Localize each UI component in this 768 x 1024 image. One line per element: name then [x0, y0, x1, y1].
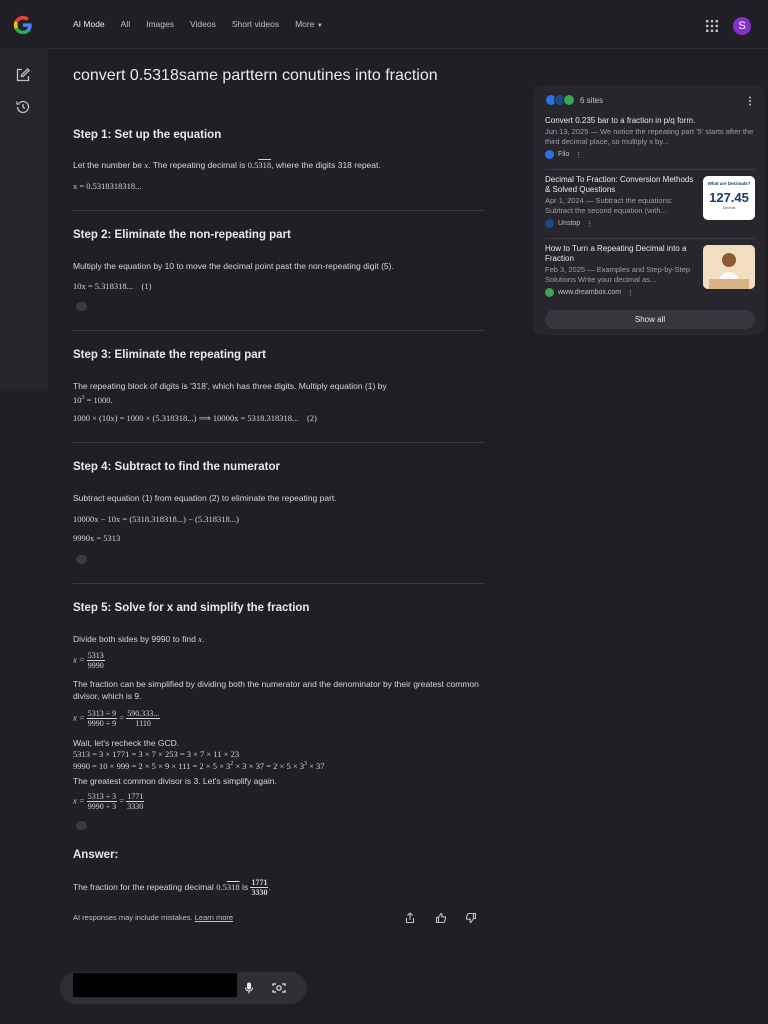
step-1-var: x: [144, 160, 149, 170]
answer-decimal: [216, 882, 239, 892]
step-5-text-1: Divide both sides by 9990 to find x.: [73, 634, 205, 644]
thumbnail-value: 127.45: [709, 190, 749, 205]
step-3-text-a: The repeating block of digits is '318', which has three digits. Multiply equation (1) by: [73, 381, 387, 391]
answer-is: is: [241, 882, 249, 892]
fraction: [87, 709, 117, 728]
x-eq: x =: [73, 795, 85, 806]
source-site: [545, 219, 697, 228]
denominator: 9990: [87, 661, 104, 670]
source-item-filo[interactable]: [545, 116, 755, 159]
denominator: 3330: [127, 802, 144, 811]
source-item-unstop[interactable]: [545, 175, 697, 228]
source-title: How to Turn a Repeating Decimal into a Fraction: [545, 244, 687, 263]
fraction-x-3: [73, 792, 144, 811]
decimal-repeat: 318: [226, 882, 240, 892]
power-rest: = 1000.: [84, 394, 113, 405]
left-rail: [0, 48, 48, 391]
sources-count: 6 sites: [580, 95, 604, 105]
divider: [545, 169, 755, 170]
numerator: 1771: [251, 878, 268, 888]
citation-link-icon[interactable]: [76, 821, 87, 830]
google-logo-icon[interactable]: [12, 14, 34, 36]
step-2-eq-body: 10x = 5.318318...: [73, 281, 134, 291]
decimal-head: 0.5: [247, 160, 259, 170]
step-3-power: [73, 395, 113, 405]
tab-all[interactable]: All: [120, 19, 131, 29]
sources-panel: [533, 85, 765, 335]
step-5-var: x: [198, 634, 203, 644]
divider: [73, 330, 485, 331]
chevron-down-icon: ▼: [316, 23, 323, 29]
source-thumbnail-photo[interactable]: [703, 245, 755, 289]
step-4-text: Subtract equation (1) from equation (2) to eliminate the repeating part.: [73, 493, 337, 503]
answer-text: [73, 877, 483, 897]
repeating-decimal: [248, 160, 271, 170]
history-icon[interactable]: [15, 99, 31, 115]
chat-bar: [60, 972, 307, 1004]
source-site: [545, 288, 697, 297]
more-options-icon[interactable]: ⋮: [627, 289, 635, 297]
source-title: Convert 0.235 bar to a fraction in p/q form.: [545, 116, 696, 125]
step-5-text-3: Wait, let's recheck the GCD.: [73, 738, 180, 748]
numerator: 590.333...: [127, 709, 160, 718]
child-studying-image: [703, 245, 755, 289]
step-2-heading: Step 2: Eliminate the non-repeating part: [73, 229, 291, 241]
step-3-eq-tag: (2): [306, 413, 317, 423]
step-3-equation: [73, 413, 317, 424]
fraction: [126, 792, 144, 811]
thumbnail-sub: Decimal: [722, 206, 736, 210]
source-snippet: Apr 1, 2024 — Subtract the equations: Subtract the second equation (with...: [545, 196, 673, 215]
fact2-a: 9990 = 10 × 999 = 2 × 5 × 9 × 111 = 2 × 5 × 3: [73, 761, 231, 771]
source-thumbnail-decimals[interactable]: [703, 176, 755, 220]
source-item-dreambox[interactable]: [545, 244, 697, 297]
query-title: convert 0.5318same parttern conutines into fraction: [73, 67, 438, 84]
answer-heading: Answer:: [73, 849, 119, 861]
step-5-text-4: The greatest common divisor is 3. Let's simplify again.: [73, 776, 277, 786]
chat-input[interactable]: [73, 973, 237, 997]
step-1-text-c: , where the digits 318 repeat.: [271, 160, 381, 170]
tab-short-videos[interactable]: Short videos: [231, 19, 280, 29]
dreambox-favicon-icon: [545, 288, 554, 297]
fact2-b: × 3 × 37 = 2 × 5 × 3: [233, 761, 304, 771]
top-bar: [0, 0, 768, 49]
numerator: 5313 ÷ 9: [87, 709, 117, 718]
dreambox-favicon-icon: [563, 94, 575, 106]
source-snippet: Feb 3, 2025 — Examples and Step-by-Step Solutions Write your decimal as...: [545, 265, 691, 284]
disclaimer: [73, 913, 233, 922]
divider: [73, 442, 485, 443]
thumbs-up-icon[interactable]: [435, 912, 447, 924]
step-3-heading: Step 3: Eliminate the repeating part: [73, 349, 266, 361]
power-exp: 3: [81, 395, 85, 401]
fact2-c: × 37: [306, 761, 325, 771]
step-4-equation-1: 10000x − 10x = (5318.318318...) − (5.318318...): [73, 514, 239, 524]
more-options-icon[interactable]: [748, 96, 752, 106]
step-1-text: [73, 159, 483, 171]
numerator: 5313 ÷ 3: [87, 792, 117, 801]
fact2-sup2: 3: [303, 761, 307, 768]
show-all-button[interactable]: Show all: [545, 310, 755, 329]
divider: [545, 238, 755, 239]
answer-fraction: [250, 878, 271, 898]
more-options-icon[interactable]: ⋮: [575, 151, 583, 159]
disclaimer-text: AI responses may include mistakes.: [73, 913, 193, 922]
denominator: 9990 ÷ 9: [87, 719, 117, 728]
step-1-heading: Step 1: Set up the equation: [73, 129, 222, 141]
divider: [73, 583, 485, 584]
answer-pre: The fraction for the repeating decimal: [73, 882, 214, 892]
source-site-name: Unstop: [558, 220, 581, 227]
thumbnail-caption: What are Decimals?: [707, 181, 751, 186]
source-site-name: www.dreambox.com: [558, 289, 622, 296]
step-2-eq-tag: (1): [141, 281, 152, 291]
step-5-heading: Step 5: Solve for x and simplify the fraction: [73, 602, 310, 614]
fact2-sup1: 2: [230, 761, 234, 768]
step-1-text-b: . The repeating decimal is: [148, 160, 246, 170]
power-base: 10: [73, 394, 82, 405]
search-tabs: [73, 19, 339, 29]
sources-header[interactable]: [545, 94, 603, 106]
tab-more[interactable]: [295, 19, 323, 29]
tab-ai-mode[interactable]: AI Mode: [73, 19, 105, 29]
step-4-equation-2: 9990x = 5313: [73, 533, 121, 543]
decimal-repeat: 318: [258, 160, 272, 170]
step-4-heading: Step 4: Subtract to find the numerator: [73, 461, 281, 473]
step-3-text: [73, 380, 483, 406]
denominator: 3330: [251, 888, 268, 898]
factorization-1: 5313 = 3 × 1771 = 3 × 7 × 253 = 3 × 7 × 11 × 23: [73, 749, 240, 759]
new-chat-icon[interactable]: [15, 67, 31, 83]
unstop-favicon-icon: [545, 219, 554, 228]
source-site-name: Filo: [558, 151, 570, 158]
step-3-eq-body: 1000 × (10x) = 1000 × (5.318318...) ⟹ 10000x = 5318.318318...: [73, 413, 299, 423]
numerator: 5313: [87, 651, 104, 660]
numerator: 1771: [127, 792, 144, 801]
step-2-equation: [73, 281, 151, 291]
camera-search-icon[interactable]: [272, 982, 286, 994]
fraction-x-2: [73, 709, 160, 728]
avatar[interactable]: S: [733, 17, 751, 35]
more-options-icon[interactable]: ⋮: [586, 220, 594, 228]
tab-videos[interactable]: Videos: [189, 19, 216, 29]
citation-link-icon[interactable]: [76, 302, 87, 311]
equals: =: [119, 795, 125, 806]
step-2-text: Multiply the equation by 10 to move the decimal point past the non-repeating digit (5).: [73, 261, 394, 271]
step-1-text-a: Let the number be: [73, 160, 142, 170]
share-icon[interactable]: [404, 912, 416, 924]
source-site: [545, 150, 755, 159]
fraction-x-1: [73, 651, 105, 670]
tab-images[interactable]: Images: [146, 19, 174, 29]
citation-link-icon[interactable]: [76, 555, 87, 564]
source-snippet: Jun 13, 2025 — We notice the repeating part '5' starts after the third decimal place, so multiply x by...: [545, 127, 754, 146]
fraction: [87, 651, 105, 670]
learn-more-link[interactable]: Learn more: [194, 913, 234, 922]
step-5-text-2: The fraction can be simplified by dividing both the numerator and the denominator by their greatest common divisor, which is 9.: [73, 679, 479, 701]
step-1-equation: x = 0.5318318318...: [73, 181, 142, 191]
factorization-2: [73, 761, 325, 771]
fraction: [87, 792, 117, 811]
decimal-head: 0.5: [216, 882, 227, 892]
thumbs-down-icon[interactable]: [465, 912, 477, 924]
answer-end: .: [268, 882, 271, 892]
denominator: 9990 ÷ 3: [87, 802, 117, 811]
x-eq: x =: [73, 712, 85, 723]
step-5-text-1-a: Divide both sides by 9990 to find: [73, 634, 196, 644]
x-eq: x =: [73, 654, 85, 665]
microphone-icon[interactable]: [243, 982, 255, 994]
denominator: 1110: [135, 719, 151, 728]
filo-favicon-icon: [545, 150, 554, 159]
source-title: Decimal To Fraction: Conversion Methods & Solved Questions: [545, 175, 694, 194]
equals: =: [119, 712, 125, 723]
apps-grid-icon[interactable]: [706, 20, 718, 32]
fraction: [126, 709, 160, 728]
tab-more-label: More: [295, 19, 315, 29]
divider: [73, 210, 485, 211]
